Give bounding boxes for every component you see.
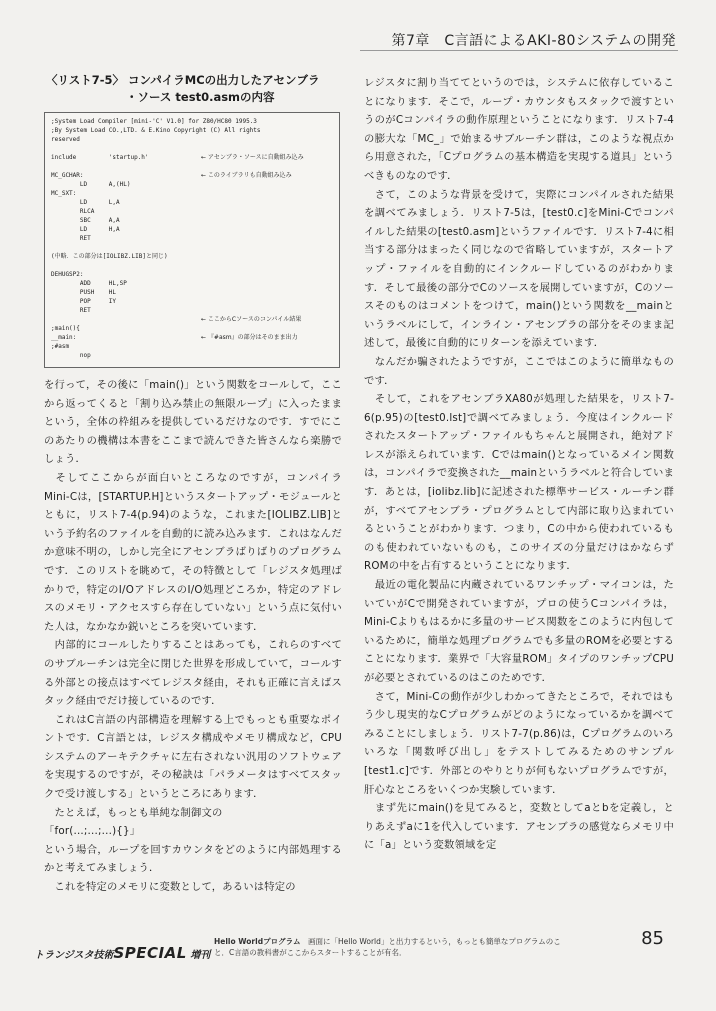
body-paragraph: たとえば，もっとも単純な制御文の: [44, 806, 223, 819]
code-line: [51, 315, 333, 324]
code-line: [51, 333, 333, 342]
body-paragraph: さて，このような背景を受けて，実際にコンパイルされた結果を調べてみましょう．リスト7-5は，[test0.c]をMini-Cでコンパイルした結果の[test0.asm]というファイルです．リスト7-4に相当する部分はまったく同じなので省略していますが，スタートアップ・ファイルを自動的にインクルードしているのがわかります．そして最後の部分でCのソースを展開していますが，Cのソースそのものはコメントをつけて，main()という関数を__mainというラベルにして，インライン・アセンブラの部分をそのまま記述して，最後に自動的にリターンを添えています．: [364, 188, 674, 350]
code-line: [51, 261, 333, 270]
code-line: [51, 180, 333, 189]
body-paragraph: これはC言語の内部構造を理解する上でもっとも重要なポイントです．C言語とは，レジスタ構成やメモリ構成など，CPUシステムのアーキテクチャに左右されない汎用のソフトウェアを実現するのですが，その秘訣は「パラメータはすべてスタックで受け渡しする」というところにあります．: [44, 713, 342, 801]
listing-caption-line1: 〈リスト7-5〉 コンパイラMCの出力したアセンブラ: [46, 73, 320, 87]
body-paragraph: 内部的にコールしたりすることはあっても，これらのすべてのサブルーチンは完全に閉じた世界を形成していて，コールする外部との接点はすべてレジスタ経由，それも正確に言えばスタック経由でだけ接しているのです．: [44, 639, 342, 708]
code-line: [51, 351, 333, 360]
code-text: RET: [51, 235, 91, 242]
body-paragraph: なんだか騙されたようですが，ここではこのように簡単なものです．: [364, 355, 674, 387]
code-text: include 'startup.h': [51, 154, 149, 161]
code-line: [51, 234, 333, 243]
logo-suffix: 増刊: [190, 950, 211, 961]
chapter-header: 第7章 C言語によるAKI-80システムの開発: [391, 33, 676, 49]
code-annotation: ← このライブラリも自動組み込み: [201, 172, 292, 179]
code-text: ;main(){: [51, 325, 80, 332]
code-text: (中略．この部分は[IOLIBZ.LIB]と同じ): [51, 253, 168, 260]
code-line: [51, 306, 333, 315]
body-paragraph: まず先にmain()を見てみると，変数としてaとbを定義し，とりあえずaに1を代入しています．アセンブラの感覚ならメモリ中に「a」という変数領域を定: [364, 802, 674, 852]
code-text: __main:: [51, 334, 77, 341]
body-paragraph: これを特定のメモリに変数として，あるいは特定の: [44, 881, 296, 894]
code-annotation: ← ここからCソースのコンパイル結果: [201, 316, 302, 323]
code-text: MC_GCHAR:: [51, 172, 84, 179]
code-text: RET: [51, 307, 91, 314]
magazine-logo: [34, 944, 210, 962]
footer-note-text: 画面に「Hello World」と出力するという，もっとも簡単なプログラムのこと．C言語の教科書がここからスタートすることが有名．: [214, 937, 561, 957]
code-line: [51, 126, 333, 135]
code-text: LD L,A: [51, 199, 120, 206]
code-line: [51, 117, 333, 126]
logo-small: トランジスタ技術: [34, 950, 114, 961]
code-text: ADD HL,SP: [51, 280, 127, 287]
listing-caption-line2: ・ソース test0.asmの内容: [126, 90, 275, 104]
code-line: [51, 216, 333, 225]
body-paragraph: 「for(...;...;...){}」: [44, 825, 141, 838]
body-paragraph: そしてここからが面白いところなのですが，コンパイラMini-Cは，[STARTUP.H]というスタートアップ・モジュールとともに，リスト7-4(p.94)のような，これまた[IOLIBZ.LIB]という予約名のファイルを自動的に読み込みます．これはなんだか意味不明の，しかし完全にアセンブラばりばりのプログラムです．このリストを眺めて，その特徴として「レジスタ処理ばかりで，特定のI/OアドレスのI/O処理どころか，特定のアドレスのメモリ・アクセスすら存在していない」という点に気付いた人は，なかなか鋭いところを突いています．: [44, 471, 342, 633]
code-line: [51, 342, 333, 351]
code-text: ;By System Load CO.,LTD. & E.Kino Copyright (C) All rights: [51, 127, 261, 134]
code-text: reserved: [51, 136, 80, 143]
body-paragraph: という場合，ループを回すカウンタをどのように内部処理するかと考えてみましょう．: [44, 843, 342, 875]
listing-caption: [46, 72, 336, 106]
body-paragraph: レジスタに割り当ててというのでは，システムに依存していることになります．そこで，ループ・カウンタもスタックで渡すというのがCコンパイラの動作原理ということになります．リスト7-4の膨大な「MC_」で始まるサブルーチン群は，このような視点から用意された，「Cプログラムの基本構造を実現する道具」というべきものなのです．: [364, 77, 674, 182]
code-text: LD H,A: [51, 226, 120, 233]
code-line: [51, 243, 333, 252]
code-text: ;System Load Compiler [mini-'C' V1.0] for Z80/HC80 1995.3: [51, 118, 257, 125]
code-text: nop: [51, 352, 91, 359]
code-text: SBC A,A: [51, 217, 120, 224]
body-paragraph: さて，Mini-Cの動作が少しわかってきたところで，それではもう少し現実的なCプログラムがどのようになっているかを調べてみることにしましょう．リスト7-7(p.86)は，Cプログラムのいろいろな「関数呼び出し」をテストしてみるためのサンプル[test1.c]です．外部とのやりとりが何もないプログラムですが，肝心なところをいくつか実験しています．: [364, 690, 674, 796]
code-annotation: ← アセンブラ・ソースに自動組み込み: [201, 154, 304, 161]
footer-note: [214, 936, 564, 958]
code-text: LD A,(HL): [51, 181, 131, 188]
body-paragraph: を行って，その後に「main()」という関数をコールして，ここから返ってくると「割り込み禁止の無限ループ」に入ったままという，全体の枠組みを提供しているだけなのです．すでにこのあたりの機構は本書をここまで読んできた皆さんなら楽勝でしょう．: [44, 379, 342, 466]
code-line: [51, 324, 333, 333]
code-text: DEHUGSP2:: [51, 271, 84, 278]
code-line: [51, 297, 333, 306]
code-line: [51, 189, 333, 198]
code-line: [51, 198, 333, 207]
code-line: [51, 153, 333, 162]
code-line: [51, 252, 333, 261]
code-line: [51, 144, 333, 153]
body-paragraph: そして，これをアセンブラXA80が処理した結果を，リスト7-6(p.95)の[test0.lst]で調べてみましょう．今度はインクルードされたスタートアップ・ファイルもちゃんと展開され，絶対アドレスが添えられています．Cではmain()となっているメイン関数は，コンパイラで変換された__mainというラベルと符合しています．あとは，[iolibz.lib]に記述された標準サービス・ルーチン群が，すべてアセンブラ・プログラムとして内部に取り込まれているということがわかります．つまり，Cの中から使われているものも使われていないものも，このサイズの分量だけはかならずROMの中を占有するということになります．: [364, 393, 674, 573]
footer-note-term: Hello Worldプログラム: [214, 937, 301, 946]
header-rule: [360, 50, 678, 51]
code-line: [51, 171, 333, 180]
code-line: [51, 270, 333, 279]
code-line: [51, 162, 333, 171]
code-listing: [44, 112, 340, 368]
code-line: [51, 135, 333, 144]
code-line: [51, 207, 333, 216]
body-paragraph: 最近の電化製品に内蔵されているワンチップ・マイコンは，たいていがCで開発されていますが，プロの使うCコンパイラは，Mini-Cよりもはるかに多量のサービス関数をこのように内包しているために，簡単な処理プログラムでも多量のROMを必要とすることになります．業界で「大容量ROM」タイプのワンチップCPUが必要とされているのはこのためです．: [364, 579, 674, 684]
code-line: [51, 360, 333, 368]
code-text: ;#asm: [51, 343, 70, 350]
right-column: [364, 74, 674, 855]
left-column: [44, 376, 342, 897]
page-number: 85: [641, 928, 664, 949]
code-text: MC_SXT:: [51, 190, 77, 197]
code-line: [51, 279, 333, 288]
code-text: POP IY: [51, 298, 117, 305]
logo-big: SPECIAL: [113, 944, 187, 962]
code-text: RLCA: [51, 208, 95, 215]
code-annotation: ← 『#asm』の部分はそのまま出力: [201, 334, 298, 341]
code-line: [51, 225, 333, 234]
code-text: PUSH HL: [51, 289, 117, 296]
code-line: [51, 288, 333, 297]
